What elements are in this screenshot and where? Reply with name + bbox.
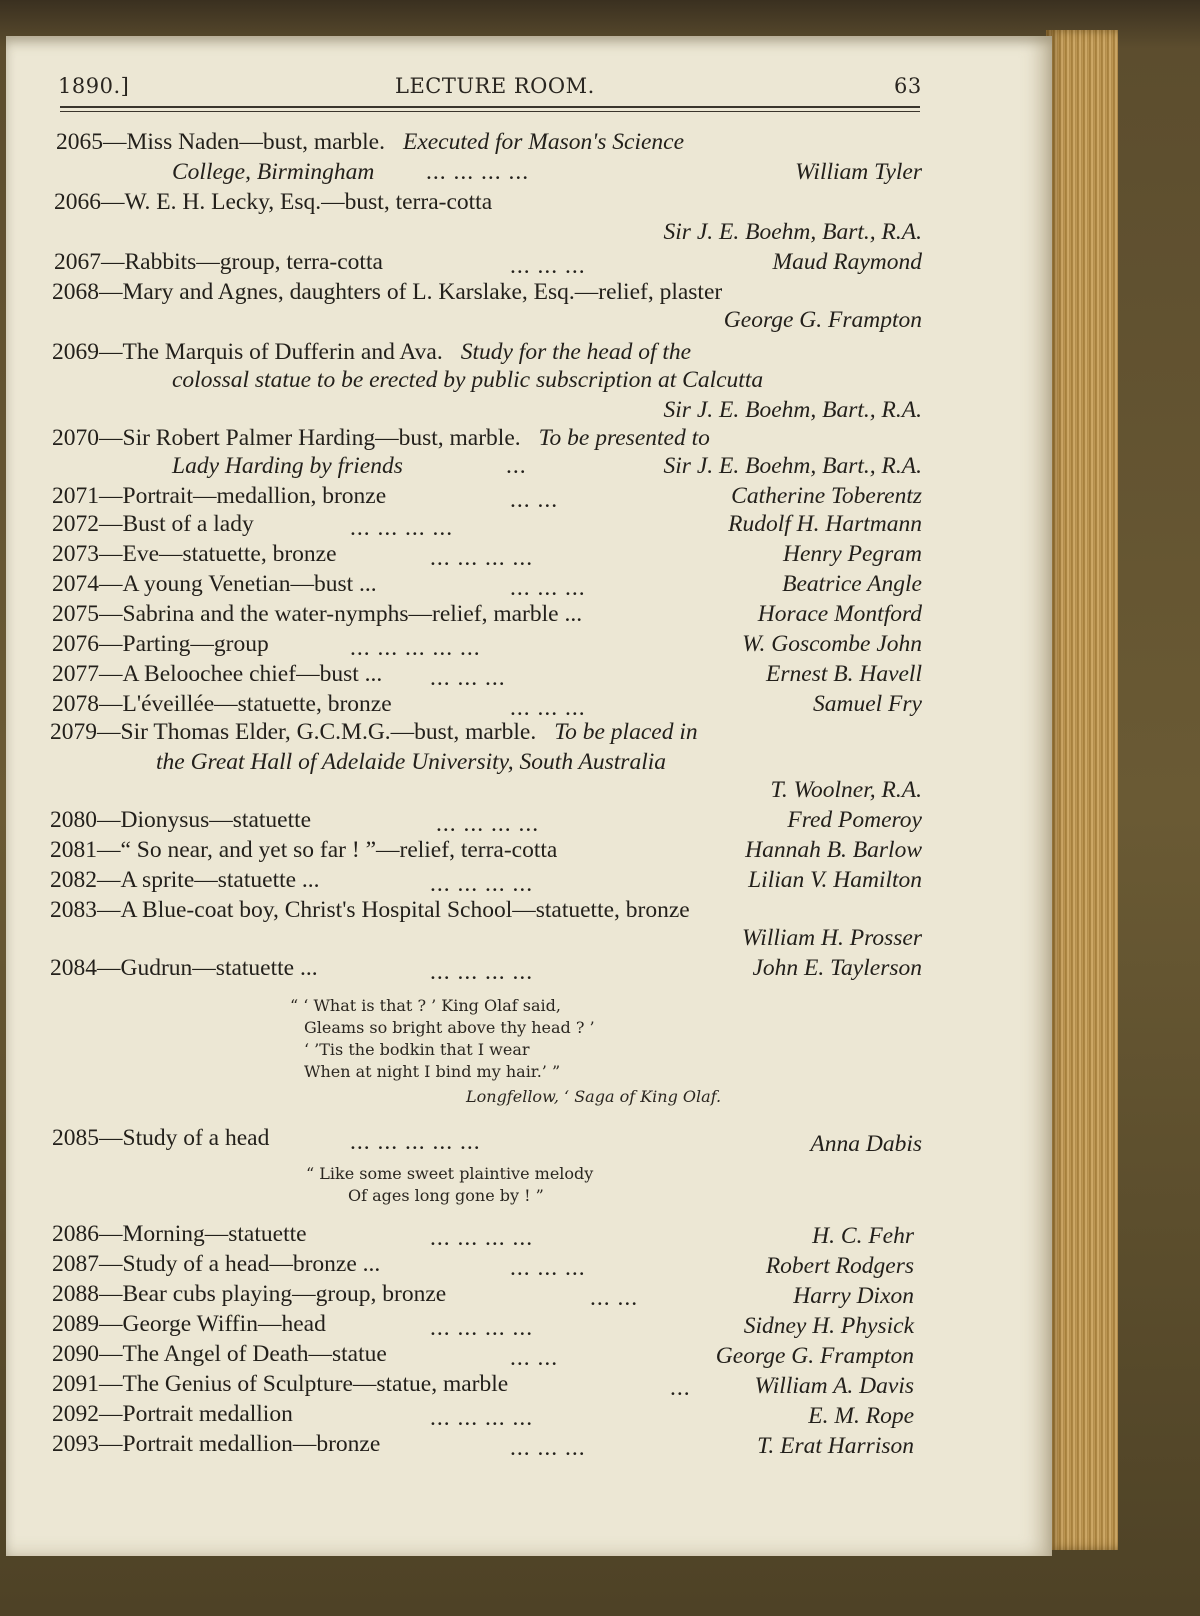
artist-column bbox=[0, 396, 922, 424]
entry-title: 2081—“ So near, and yet so far ! ”—relief, terra-cotta bbox=[50, 837, 558, 863]
artist-name bbox=[748, 866, 922, 894]
entry-title: 2082—A sprite—statuette ... bbox=[50, 867, 320, 893]
entry-title: 2073—Eve—statuette, bronze bbox=[52, 541, 337, 567]
artist-name bbox=[795, 158, 922, 186]
entry-title: 2076—Parting—group bbox=[52, 631, 269, 657]
entry-title: 2065—Miss Naden—bust, marble. bbox=[56, 129, 385, 155]
artist-name bbox=[766, 1252, 914, 1280]
artist-name-text: T. Woolner, bbox=[770, 777, 876, 803]
entry-title: 2093—Portrait medallion—bronze bbox=[52, 1431, 381, 1457]
artist-name bbox=[664, 396, 922, 424]
leader-dots: ... ... ... bbox=[510, 695, 586, 721]
artist-column bbox=[0, 570, 922, 598]
leader-dots: ... ... ... ... bbox=[430, 959, 534, 985]
artist-name bbox=[808, 1402, 914, 1430]
leader-dots: ... ... bbox=[590, 1285, 639, 1311]
leader-dots: ... ... ... ... bbox=[430, 871, 534, 897]
artist-column bbox=[0, 540, 922, 568]
artist-name-text: Sidney H. Physick bbox=[743, 1313, 914, 1339]
artist-column bbox=[0, 1372, 914, 1400]
artist-column bbox=[0, 630, 922, 658]
entry-title: 2089—George Wiffin—head bbox=[52, 1311, 326, 1337]
artist-name-text: Robert Rodgers bbox=[765, 1253, 914, 1279]
entry-note: Executed for Mason's Science bbox=[402, 129, 685, 155]
leader-dots: ... bbox=[670, 1375, 691, 1401]
leader-dots: ... ... ... bbox=[510, 575, 586, 601]
artist-column bbox=[0, 482, 922, 510]
artist-name: Anna Dabis bbox=[810, 1131, 922, 1157]
poem-line: “ Like some sweet plaintive melody bbox=[306, 1164, 594, 1183]
leader-dots: ... ... ... ... bbox=[430, 545, 534, 571]
leader-dots: ... ... ... ... bbox=[430, 1225, 534, 1251]
leader-dots: ... ... ... ... ... bbox=[350, 1129, 481, 1155]
artist-column bbox=[0, 158, 922, 186]
leader-dots: ... ... ... ... bbox=[430, 1315, 534, 1341]
entry-note: Study for the head of the bbox=[460, 339, 692, 365]
entry-title: 2092—Portrait medallion bbox=[52, 1401, 293, 1427]
entry-title: 2075—Sabrina and the water-nymphs—relief, marble ... bbox=[52, 601, 583, 627]
artist-honour: R.A. bbox=[875, 777, 922, 803]
artist-column bbox=[0, 836, 922, 864]
artist-name-text: Hannah B. Barlow bbox=[745, 837, 922, 863]
page-number: 63 bbox=[894, 74, 922, 98]
artist-name-text: Sir J. E. Boehm, Bart., bbox=[663, 453, 876, 479]
entry-title: 2091—The Genius of Sculpture—statue, marble bbox=[52, 1371, 509, 1397]
poem-citation: Longfellow, ‘ Saga of King Olaf. bbox=[466, 1087, 722, 1106]
poem-line: Of ages long gone by ! ” bbox=[348, 1186, 544, 1205]
artist-column bbox=[0, 924, 922, 952]
artist-name bbox=[745, 836, 922, 864]
artist-column bbox=[0, 1432, 914, 1460]
entry-note-continued: the Great Hall of Adelaide University, South Australia bbox=[156, 749, 667, 775]
artist-name bbox=[664, 218, 922, 246]
artist-column bbox=[0, 690, 922, 718]
artist-name bbox=[787, 806, 922, 834]
entry-title: 2079—Sir Thomas Elder, G.C.M.G.—bust, marble. bbox=[50, 719, 537, 745]
artist-name-text: Rudolf H. Hartmann bbox=[728, 511, 922, 537]
leader-dots: ... ... ... ... bbox=[350, 515, 454, 541]
artist-name-text: E. M. Rope bbox=[808, 1403, 914, 1429]
artist-column bbox=[0, 866, 922, 894]
leader-dots: ... ... ... bbox=[430, 665, 506, 691]
leader-dots: ... ... ... bbox=[510, 253, 586, 279]
page-edges bbox=[1046, 30, 1118, 1550]
entry-title: 2086—Morning—statuette bbox=[52, 1221, 307, 1247]
entry-title: 2088—Bear cubs playing—group, bronze bbox=[52, 1281, 447, 1307]
entry-title: 2067—Rabbits—group, terra-cotta bbox=[54, 249, 383, 275]
artist-name-text: Sir J. E. Boehm, Bart., bbox=[663, 219, 876, 245]
leader-dots: ... ... ... bbox=[510, 1255, 586, 1281]
artist-column bbox=[0, 510, 922, 538]
entry-title: 2077—A Beloochee chief—bust ... bbox=[52, 661, 383, 687]
poem-line: “ ‘ What is that ? ’ King Olaf said, bbox=[290, 996, 561, 1015]
artist-name bbox=[731, 482, 922, 510]
artist-column bbox=[0, 218, 922, 246]
poem-line: ‘ ’Tis the bodkin that I wear bbox=[304, 1040, 530, 1059]
entry-title: 2068—Mary and Agnes, daughters of L. Karslake, Esq.—relief, plaster bbox=[52, 279, 723, 305]
artist-column bbox=[0, 1252, 914, 1280]
artist-name-text: John E. Taylerson bbox=[752, 955, 922, 981]
artist-name bbox=[771, 776, 922, 804]
entry-title: 2080—Dionysus—statuette bbox=[50, 807, 312, 833]
artist-column bbox=[0, 1402, 914, 1430]
leader-dots: ... ... ... ... ... bbox=[350, 635, 481, 661]
artist-name bbox=[766, 660, 922, 688]
artist-name bbox=[742, 630, 922, 658]
artist-name bbox=[664, 452, 922, 480]
artist-name-text: Sir J. E. Boehm, Bart., bbox=[663, 397, 876, 423]
artist-name bbox=[812, 1222, 914, 1250]
artist-column bbox=[0, 1342, 914, 1370]
artist-column bbox=[0, 1282, 914, 1310]
artist-name bbox=[773, 248, 922, 276]
artist-name-text: William H. Prosser bbox=[742, 925, 922, 951]
artist-column bbox=[0, 954, 922, 982]
entry-note: To be presented to bbox=[538, 425, 710, 451]
leader-dots: ... ... ... bbox=[510, 1435, 586, 1461]
artist-column bbox=[0, 452, 922, 480]
artist-name bbox=[724, 306, 922, 334]
artist-column bbox=[0, 1222, 914, 1250]
artist-name bbox=[813, 690, 922, 718]
entry-title: 2084—Gudrun—statuette ... bbox=[50, 955, 318, 981]
leader-dots: ... ... bbox=[510, 1345, 559, 1371]
artist-name bbox=[757, 1432, 914, 1460]
artist-name-text: George G. Frampton bbox=[723, 307, 922, 333]
artist-name-text: Harry Dixon bbox=[793, 1283, 914, 1309]
artist-column bbox=[0, 776, 922, 804]
artist-name bbox=[752, 954, 922, 982]
poem-line: When at night I bind my hair.’ ” bbox=[304, 1062, 561, 1081]
artist-name-text: H. C. Fehr bbox=[812, 1223, 914, 1249]
entry-note-continued: Lady Harding by friends bbox=[172, 453, 403, 479]
artist-name-text: Lilian V. Hamilton bbox=[748, 867, 922, 893]
artist-name-text: William A. Davis bbox=[754, 1373, 914, 1399]
running-head-title: LECTURE ROOM. bbox=[395, 74, 595, 98]
leader-dots: ... bbox=[506, 453, 527, 479]
artist-name bbox=[755, 1372, 915, 1400]
entry-title: 2066—W. E. H. Lecky, Esq.—bust, terra-cotta bbox=[54, 189, 493, 215]
artist-honour: R.A. bbox=[875, 453, 922, 479]
header-rule bbox=[60, 106, 920, 108]
artist-name bbox=[783, 540, 922, 568]
artist-column bbox=[0, 248, 922, 276]
artist-column bbox=[0, 306, 922, 334]
leader-dots: ... ... bbox=[510, 487, 559, 513]
artist-column bbox=[0, 600, 922, 628]
artist-column bbox=[0, 660, 922, 688]
artist-name bbox=[716, 1342, 914, 1370]
artist-name bbox=[782, 570, 922, 598]
entry-title: 2069—The Marquis of Dufferin and Ava. bbox=[52, 339, 443, 365]
entry-title: 2071—Portrait—medallion, bronze bbox=[52, 483, 387, 509]
artist-name-text: Maud Raymond bbox=[772, 249, 922, 275]
entry-title: 2078—L'éveillée—statuette, bronze bbox=[52, 691, 392, 717]
artist-column bbox=[0, 1312, 914, 1340]
entry-title: 2090—The Angel of Death—statue bbox=[52, 1341, 387, 1367]
artist-name-text: George G. Frampton bbox=[715, 1343, 914, 1369]
header-rule-thin bbox=[60, 111, 920, 112]
artist-name-text: W. Goscombe John bbox=[742, 631, 922, 657]
running-head-year: 1890.] bbox=[58, 74, 130, 98]
entry-title: 2085—Study of a head bbox=[52, 1125, 270, 1151]
artist-name-text: William Tyler bbox=[795, 159, 922, 185]
entry-note: To be placed in bbox=[554, 719, 698, 745]
artist-name-text: T. Erat Harrison bbox=[757, 1433, 914, 1459]
entry-note-continued: College, Birmingham bbox=[172, 159, 375, 185]
entry-title: 2070—Sir Robert Palmer Harding—bust, marble. bbox=[52, 425, 521, 451]
entry-title: 2087—Study of a head—bronze ... bbox=[52, 1251, 381, 1277]
artist-name-text: Henry Pegram bbox=[782, 541, 922, 567]
artist-name-text: Ernest B. Havell bbox=[766, 661, 922, 687]
entry-note-continued: colossal statue to be erected by public subscription at Calcutta bbox=[172, 367, 764, 393]
artist-name bbox=[742, 924, 922, 952]
poem-line: Gleams so bright above thy head ? ’ bbox=[304, 1018, 595, 1037]
leader-dots: ... ... ... ... bbox=[430, 1405, 534, 1431]
artist-name-text: Catherine Toberentz bbox=[731, 483, 922, 509]
artist-honour: R.A. bbox=[875, 219, 922, 245]
artist-name-text: Beatrice Angle bbox=[782, 571, 922, 597]
artist-column bbox=[0, 806, 922, 834]
artist-name-text: Fred Pomeroy bbox=[787, 807, 922, 833]
artist-name-text: Samuel Fry bbox=[813, 691, 922, 717]
artist-honour: R.A. bbox=[875, 397, 922, 423]
artist-name bbox=[728, 510, 922, 538]
artist-name bbox=[793, 1282, 914, 1310]
entry-title: 2072—Bust of a lady bbox=[52, 511, 254, 537]
leader-dots: ... ... ... ... bbox=[436, 811, 540, 837]
entry-title: 2083—A Blue-coat boy, Christ's Hospital School—statuette, bronze bbox=[50, 897, 690, 923]
artist-name bbox=[758, 600, 922, 628]
entry-title: 2074—A young Venetian—bust ... bbox=[52, 571, 377, 597]
leader-dots: ... ... ... ... bbox=[426, 159, 530, 185]
artist-name-text: Horace Montford bbox=[757, 601, 922, 627]
artist-name bbox=[744, 1312, 914, 1340]
